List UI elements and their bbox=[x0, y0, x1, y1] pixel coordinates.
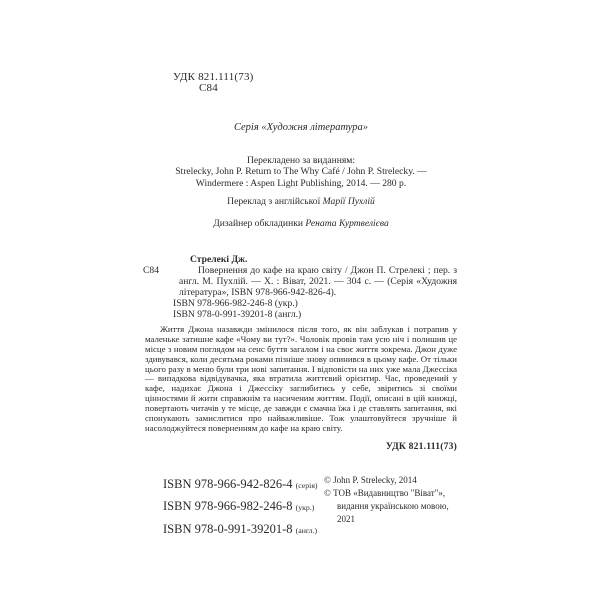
cip-isbn-eng: ISBN 978-0-991-39201-8 (англ.) bbox=[173, 308, 302, 320]
udc-number-top: УДК 821.111(73) bbox=[173, 71, 254, 83]
text-column bbox=[145, 0, 457, 541]
designer-credit-label: Дизайнер обкладинки bbox=[213, 217, 306, 229]
copyright-item-publisher: © ТОВ «Видавництво "Віват"», видання українською мовою, 2021 bbox=[324, 487, 449, 524]
cip-entry bbox=[145, 265, 457, 320]
cip-code: С84 bbox=[143, 264, 159, 276]
cip-author: Стрелекі Дж. bbox=[190, 253, 248, 265]
edition-note-citation-line1: Strelecky, John P. Return to The Why Café / John P. Strelecky. — bbox=[175, 166, 427, 178]
isbn-qualifier: (укр.) bbox=[295, 503, 315, 513]
author-sign-code: С84 bbox=[199, 82, 218, 94]
copyright-list bbox=[324, 474, 457, 542]
series-line: Серія «Художня література» bbox=[233, 122, 369, 133]
cip-block bbox=[145, 254, 457, 320]
isbn-qualifier: (серія) bbox=[295, 480, 318, 490]
annotation-paragraph: Життя Джона назавжди змінилося після того, як він заблукав і потрапив у маленьке затишне кафе «Чому ви тут?». Чоловік провів там усю ніч і полишив це місце з новим поглядом на сенс буття загалом і на своє життя зокрема. Джон дуже здивувався, коли десятьма роками пізніше знову опинився в цьому кафе. От тільки цього разу в меню були три нові запитання. І відповісти на них уже мала Джессіка — випадкова відвідувачка, яка втратила життєвий орієнтир. Час, проведений у кафе, надихає Джона і Джессіку заглибитись у себе, звіритись зі своїми цінностями й жити справжнім та насиченим життям. Події, описані в цій книжці, повертають читачів у те місце, де завжди є смачна їжа і де ставлять запитання, які спонукають замислитися про найважливіше. Тож улаштовуйтеся зручніше й насолоджуйтеся поверненням до кафе на краю світу. bbox=[145, 323, 457, 433]
udc-number-bottom: УДК 821.111(73) bbox=[385, 440, 457, 452]
isbn-row-ukr bbox=[163, 496, 318, 519]
edition-note bbox=[145, 155, 457, 189]
isbn-number: ISBN 978-966-982-246-8 bbox=[163, 499, 293, 514]
copyright-item-author: © John P. Strelecky, 2014 bbox=[324, 474, 417, 485]
isbn-number: ISBN 978-966-942-826-4 bbox=[163, 476, 293, 491]
translator-credit-label: Переклад з англійської bbox=[227, 195, 323, 207]
edition-note-citation-line2: Windermere : Aspen Light Publishing, 2014. — 280 p. bbox=[195, 177, 407, 189]
designer-credit bbox=[145, 218, 457, 229]
isbn-number: ISBN 978-0-991-39201-8 bbox=[163, 521, 293, 536]
translator-name: Марії Пухлій bbox=[322, 195, 375, 207]
isbn-list bbox=[163, 474, 318, 542]
cip-description: Повернення до кафе на краю світу / Джон П. Стрелекі ; пер. з англ. М. Пухлій. — Х. : Віват, 2021. — 304 с. — (Серія «Художня література», ISBN 978-966-942-826-4). bbox=[179, 264, 457, 298]
designer-name: Рената Куртвелієва bbox=[305, 217, 389, 229]
translator-credit bbox=[145, 196, 457, 207]
isbn-row-series bbox=[163, 474, 318, 497]
edition-note-heading: Перекладено за виданням: bbox=[246, 155, 356, 166]
isbn-qualifier: (англ.) bbox=[295, 525, 318, 535]
imprint-block bbox=[145, 474, 457, 542]
udc-block bbox=[173, 0, 457, 94]
cip-isbn-ukr: ISBN 978-966-982-246-8 (укр.) bbox=[173, 297, 298, 309]
isbn-row-eng bbox=[163, 519, 318, 542]
